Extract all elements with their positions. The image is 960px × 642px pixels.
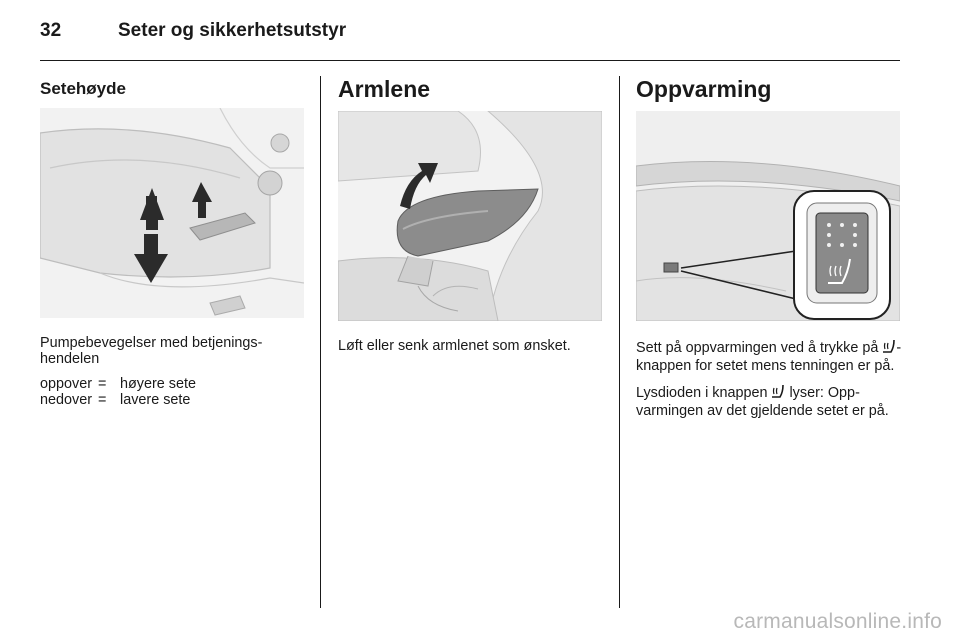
page-header bbox=[40, 20, 346, 48]
seat-heating-icon bbox=[882, 338, 896, 358]
heating-paragraph-1 bbox=[636, 338, 902, 374]
seat-height-description: Pumpebevegelser med betjeningshendelen bbox=[40, 335, 263, 367]
chapter-title: Seter og sikkerhetsutstyr bbox=[118, 20, 347, 41]
seat-heating-button-illustration bbox=[636, 111, 900, 321]
watermark: carmanualsonline.info bbox=[733, 610, 942, 633]
section-heading: Oppvarming bbox=[636, 76, 772, 102]
definition-list bbox=[40, 376, 304, 408]
page-number: 32 bbox=[40, 20, 62, 41]
heating-text-part: Lysdioden i knappen bbox=[636, 385, 772, 401]
seat-heating-icon bbox=[771, 383, 785, 403]
definition-description: lavere sete bbox=[120, 392, 191, 408]
heating-figure bbox=[636, 111, 900, 321]
armrest-figure bbox=[338, 111, 602, 321]
armrest-text bbox=[338, 338, 602, 363]
definition-separator: = bbox=[98, 392, 107, 408]
heating-text bbox=[636, 338, 902, 428]
definition-term: nedover bbox=[40, 392, 93, 408]
definition-description: høyere sete bbox=[120, 376, 196, 392]
seat-height-lever-illustration bbox=[40, 108, 304, 318]
armrest-description: Løft eller senk armlenet som ønsket. bbox=[338, 338, 571, 354]
heating-text-part: -knappen for setet mens tenningen er på. bbox=[636, 340, 902, 374]
heating-text-part: lyser: Oppvarmingen av det gjeldende setet er på. bbox=[636, 385, 889, 419]
definition-term: oppover bbox=[40, 376, 93, 392]
column-divider bbox=[320, 76, 321, 608]
seat-height-figure bbox=[40, 108, 304, 318]
section-armrest bbox=[338, 76, 602, 110]
armrest-illustration bbox=[338, 111, 602, 321]
header-rule bbox=[40, 60, 900, 61]
section-heading: Armlene bbox=[338, 76, 431, 102]
definition-separator: = bbox=[98, 376, 107, 392]
section-heating bbox=[636, 76, 902, 110]
section-heading: Setehøyde bbox=[40, 79, 126, 98]
column-divider bbox=[619, 76, 620, 608]
seat-height-text bbox=[40, 335, 304, 408]
section-seat-height bbox=[40, 76, 304, 104]
heating-text-part: Sett på oppvarmingen ved å trykke på bbox=[636, 340, 883, 356]
heating-paragraph-2 bbox=[636, 383, 902, 419]
